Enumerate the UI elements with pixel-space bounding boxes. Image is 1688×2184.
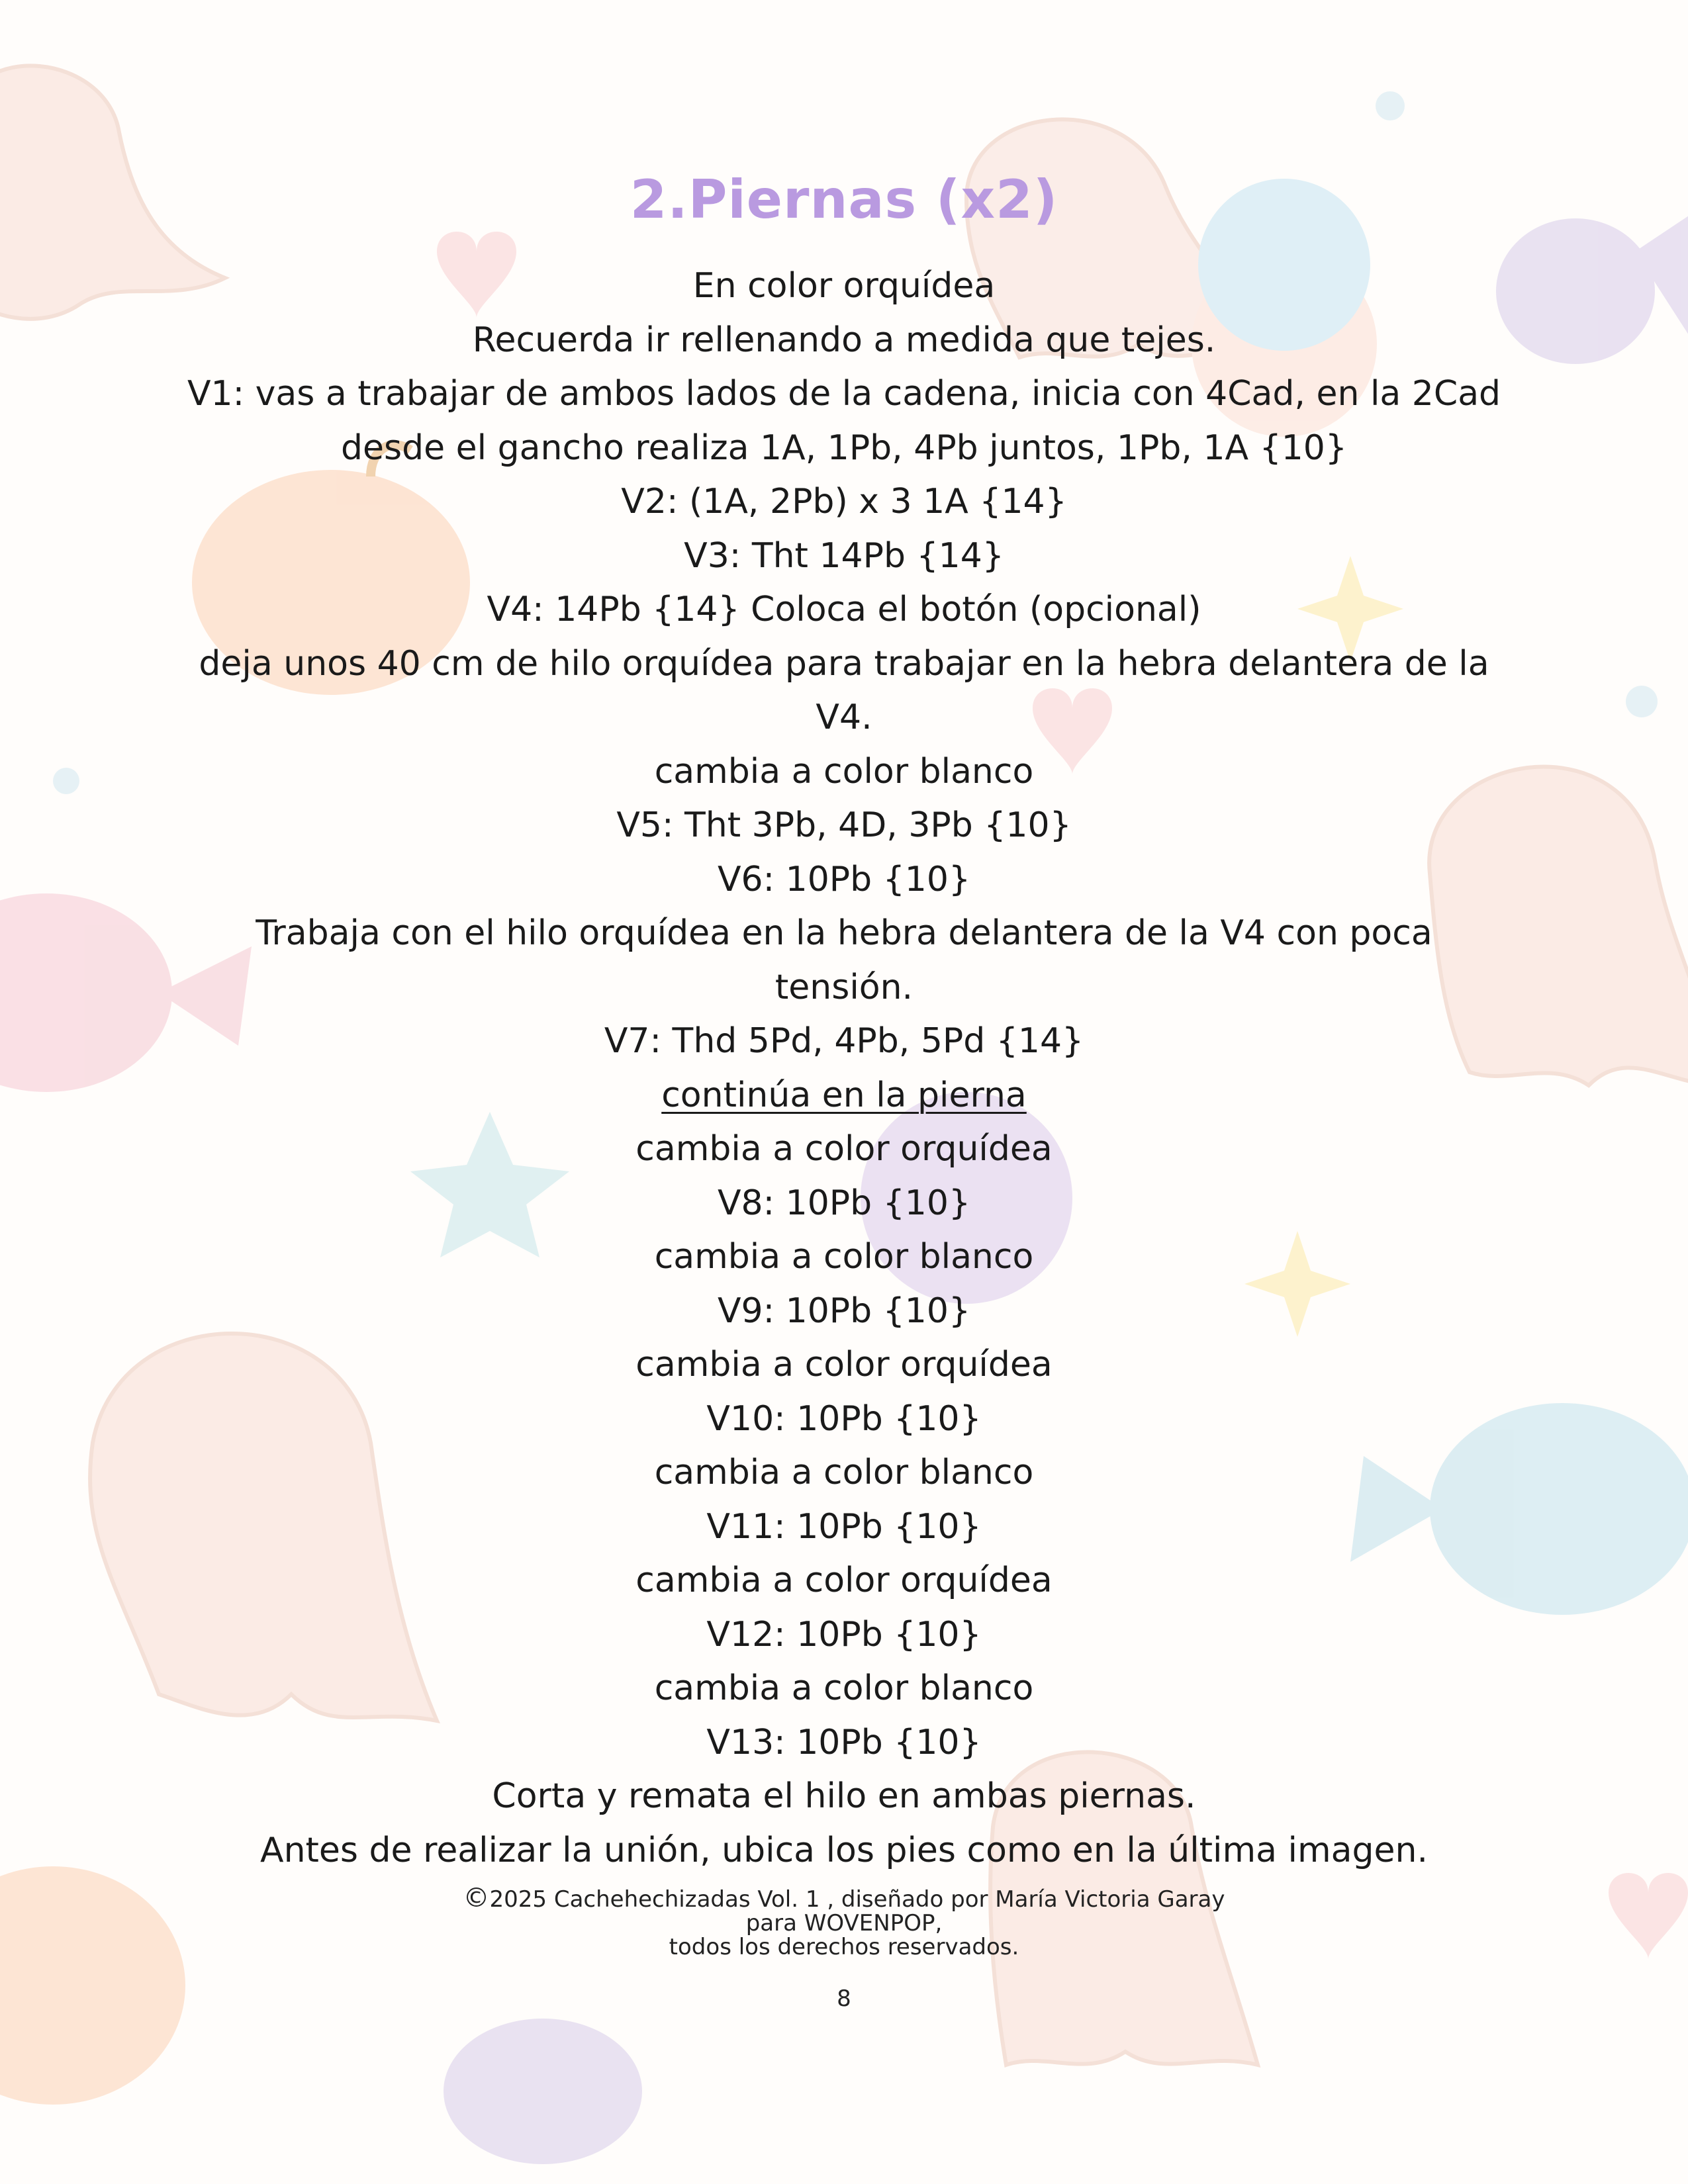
instructions-block <box>152 259 1536 1878</box>
instruction-line: V4. <box>816 698 872 737</box>
instruction-line: cambia a color orquídea <box>635 1345 1053 1385</box>
copyright-footer <box>0 1883 1688 1960</box>
instruction-line: cambia a color orquídea <box>635 1129 1053 1169</box>
instruction-line: cambia a color blanco <box>654 1668 1034 1708</box>
instruction-line: cambia a color blanco <box>654 1453 1034 1492</box>
section-title: 2.Piernas (x2) <box>630 169 1058 230</box>
instruction-line: V11: 10Pb {10} <box>706 1506 982 1547</box>
copyright-line: para WOVENPOP, <box>745 1910 943 1936</box>
instruction-line: V3: Tht 14Pb {14} <box>684 535 1004 576</box>
copyright-text: 2025 Cachehechizadas Vol. 1 , diseñado por María Victoria Garay <box>489 1886 1225 1913</box>
instruction-line: cambia a color blanco <box>654 1237 1034 1277</box>
instruction-line: V6: 10Pb {10} <box>717 859 971 899</box>
instruction-line: V1: vas a trabajar de ambos lados de la cadena, inicia con 4Cad, en la 2Cad <box>187 374 1501 414</box>
instruction-line: Recuerda ir rellenando a medida que tejes. <box>472 320 1216 360</box>
continue-leg-link[interactable]: continúa en la pierna <box>661 1075 1027 1115</box>
instruction-line: V12: 10Pb {10} <box>706 1614 982 1655</box>
instruction-line: En color orquídea <box>692 266 996 306</box>
instruction-line: V7: Thd 5Pd, 4Pb, 5Pd {14} <box>604 1021 1084 1061</box>
instruction-line: Antes de realizar la unión, ubica los pies como en la última imagen. <box>260 1830 1428 1870</box>
instruction-line: desde el gancho realiza 1A, 1Pb, 4Pb juntos, 1Pb, 1A {10} <box>341 428 1347 468</box>
instruction-line: cambia a color orquídea <box>635 1561 1053 1600</box>
copyright-line: todos los derechos reservados. <box>669 1934 1019 1960</box>
page-number: 8 <box>837 1985 851 2012</box>
instruction-line: V2: (1A, 2Pb) x 3 1A {14} <box>621 482 1067 522</box>
instruction-line: cambia a color blanco <box>654 751 1034 792</box>
copyright-line <box>0 1883 1688 1913</box>
instruction-line: V9: 10Pb {10} <box>717 1291 971 1331</box>
copyright-icon: © <box>463 1883 490 1913</box>
instruction-line: V13: 10Pb {10} <box>706 1722 982 1762</box>
instruction-line: V4: 14Pb {14} Coloca el botón (opcional) <box>487 590 1201 629</box>
instruction-line: Corta y remata el hilo en ambas piernas. <box>492 1776 1196 1816</box>
instruction-line: V8: 10Pb {10} <box>717 1183 971 1223</box>
instruction-line: deja unos 40 cm de hilo orquídea para trabajar en la hebra delantera de la <box>199 643 1489 684</box>
instruction-line: Trabaja con el hilo orquídea en la hebra delantera de la V4 con poca <box>256 913 1432 953</box>
instruction-line: V5: Tht 3Pb, 4D, 3Pb {10} <box>616 805 1072 845</box>
instruction-line: V10: 10Pb {10} <box>706 1398 982 1439</box>
instruction-line: tensión. <box>774 967 914 1007</box>
